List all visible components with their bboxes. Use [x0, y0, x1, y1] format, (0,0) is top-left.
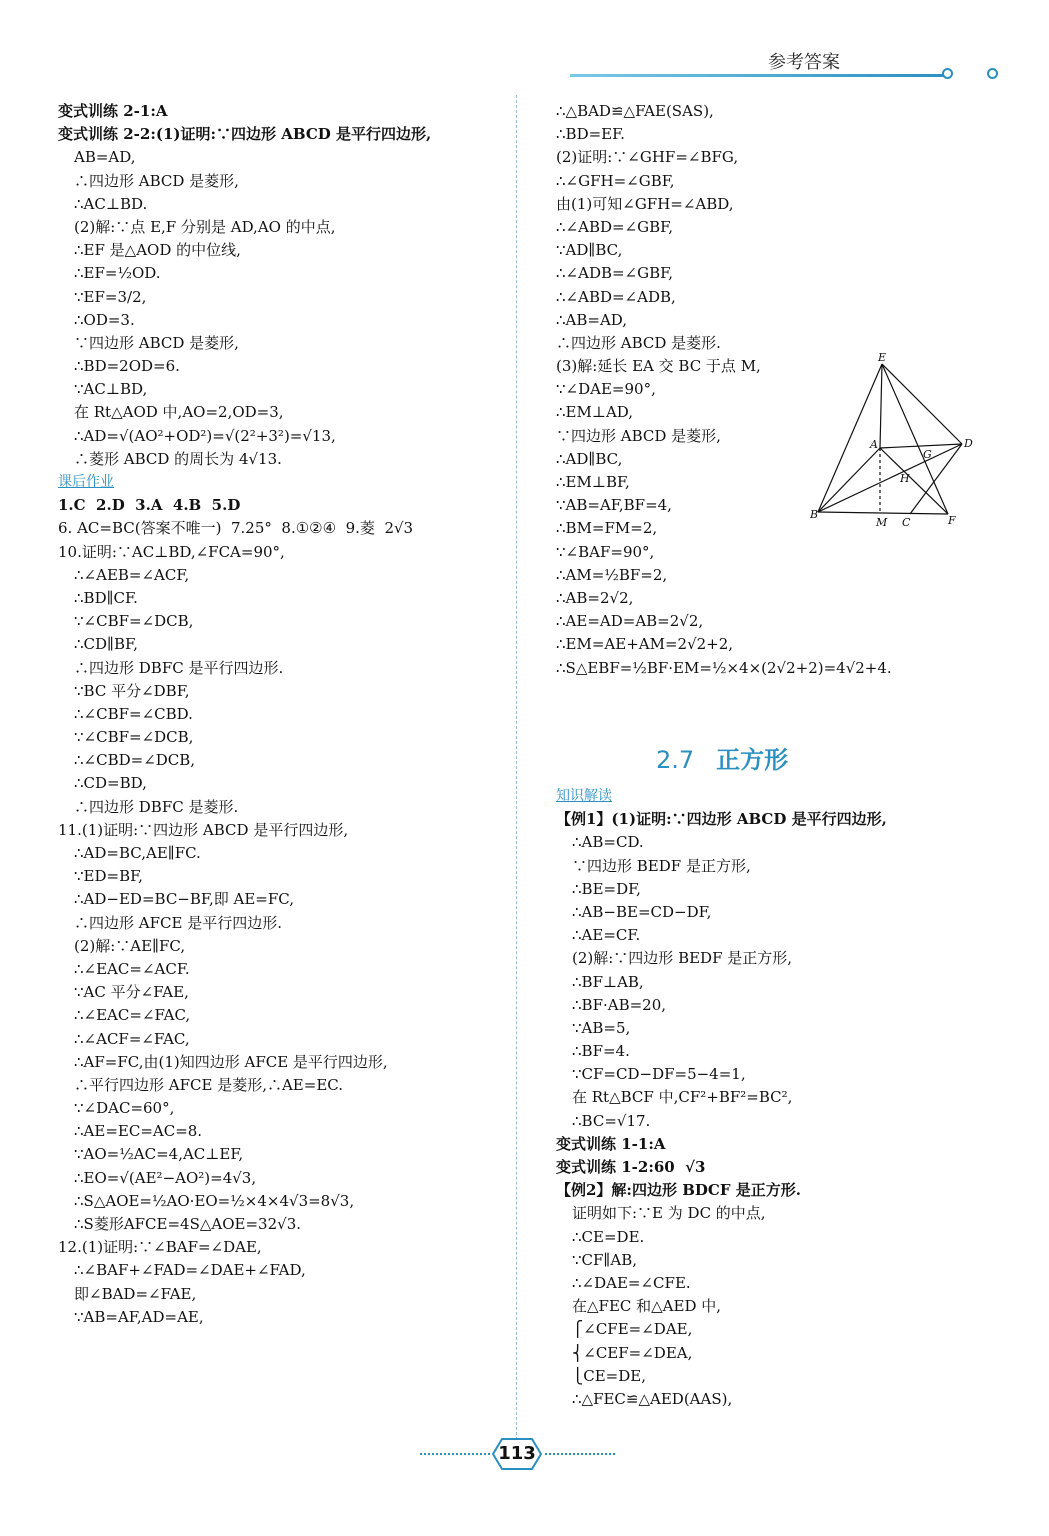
label-A: A: [870, 438, 878, 451]
answer-line: ∴OD=3.: [74, 310, 135, 329]
answer-line: 变式训练 2-1:A: [58, 102, 168, 120]
label-F: F: [948, 514, 956, 527]
answer-line: ∴EF=½OD.: [74, 264, 161, 283]
label-G: G: [923, 448, 932, 461]
answer-line: ∴∠EAC=∠FAC,: [74, 1006, 191, 1025]
answer-line: ∴EM⊥BF,: [556, 473, 630, 491]
answer-line: ∴∠CBF=∠CBD.: [74, 704, 193, 723]
answer-line: ∴AC⊥BD.: [74, 194, 148, 213]
left-column: [58, 100, 498, 1329]
answer-line: ∴AB=CD.: [572, 833, 644, 852]
answer-line: (2)解:∵AE∥FC,: [74, 936, 186, 955]
answer-line: ∴四边形 AFCE 是平行四边形.: [74, 913, 282, 932]
answer-line: ∴BF⊥AB,: [572, 972, 644, 991]
page-number: 113: [498, 1443, 536, 1464]
answer-line: ∴S△EBF=½BF·EM=½×4×(2√2+2)=4√2+4.: [556, 658, 892, 677]
label-E: E: [878, 352, 887, 364]
answer-line: 11.(1)证明:∵四边形 ABCD 是平行四边形,: [58, 820, 349, 839]
answer-line: ∵四边形 BEDF 是正方形,: [572, 856, 751, 875]
answer-line: ∴EM⊥AD,: [556, 403, 634, 422]
answer-line: ∴∠ADB=∠GBF,: [556, 264, 673, 283]
answer-line: 变式训练 2-2:(1)证明:∵四边形 ABCD 是平行四边形,: [58, 125, 432, 144]
answer-line: ∵四边形 ABCD 是菱形,: [556, 426, 721, 445]
right-column-bottom: [556, 785, 996, 1411]
answer-line: 【例1】(1)证明:∵四边形 ABCD 是平行四边形,: [556, 810, 887, 829]
answer-line: ∴∠ACF=∠FAC,: [74, 1029, 190, 1048]
answer-line: ∵∠DAE=90°,: [556, 380, 656, 399]
answer-line: ∴∠CBD=∠DCB,: [74, 751, 196, 770]
answer-line: (2)证明:∵∠GHF=∠BFG,: [556, 148, 739, 167]
answer-line: ∴AE=EC=AC=8.: [74, 1122, 203, 1141]
answer-line: ∴BM=FM=2,: [556, 519, 658, 538]
answer-line: ⎩CE=DE,: [572, 1366, 646, 1385]
page-dots-right: [545, 1453, 615, 1455]
answer-line: ∴∠DAE=∠CFE.: [572, 1273, 691, 1292]
answer-line: 变式训练 1-1:A: [556, 1134, 666, 1153]
answer-line: ∵BC 平分∠DBF,: [74, 681, 190, 700]
answer-line: ∵∠BAF=90°,: [556, 542, 655, 561]
answer-line: ∴S△AOE=½AO·EO=½×4×4√3=8√3,: [74, 1191, 355, 1210]
section-name: 正方形: [716, 746, 789, 774]
answer-line: ⎨∠CEF=∠DEA,: [572, 1343, 693, 1362]
answer-line: ∵AB=5,: [572, 1018, 631, 1037]
answer-line: ∴AB=AD,: [556, 310, 628, 329]
answer-line: 6. AC=BC(答案不唯一) 7.25° 8.①②④ 9.菱 2√3: [58, 519, 414, 538]
answer-line: 【例2】解:四边形 BDCF 是正方形.: [556, 1181, 801, 1200]
answer-line: ∴BC=√17.: [572, 1111, 651, 1130]
answer-line: 由(1)可知∠GFH=∠ABD,: [556, 194, 734, 213]
answer-line: ∴CE=DE.: [572, 1227, 645, 1246]
answer-line: ∴∠GFH=∠GBF,: [556, 171, 675, 190]
header-dot: [942, 68, 953, 79]
answer-line: ∴BD=EF.: [556, 125, 625, 144]
answer-line: ∴∠ABD=∠GBF,: [556, 217, 673, 236]
answer-line: ∴BF·AB=20,: [572, 995, 667, 1014]
answer-line: ∴AE=CF.: [572, 926, 641, 945]
page-dots-left: [420, 1453, 490, 1455]
answer-line: ∴CD∥BF,: [74, 635, 138, 654]
answer-line: ∵CF∥AB,: [572, 1250, 637, 1269]
answer-line: ∵AD∥BC,: [556, 241, 623, 260]
label-C: C: [902, 516, 911, 529]
answer-line: ∵∠CBF=∠DCB,: [74, 728, 194, 747]
answer-line: ∵AC⊥BD,: [74, 380, 148, 399]
answer-line: ∴平行四边形 AFCE 是菱形,∴AE=EC.: [74, 1075, 343, 1094]
answer-line: ∴AB=2√2,: [556, 588, 634, 607]
answer-line: ∴AF=FC,由(1)知四边形 AFCE 是平行四边形,: [74, 1052, 388, 1071]
answer-line: ∴四边形 ABCD 是菱形.: [556, 333, 721, 352]
answer-line: ∵∠DAC=60°,: [74, 1099, 175, 1118]
answer-line: ∴BD=2OD=6.: [74, 357, 180, 376]
answer-line: ∴四边形 DBFC 是平行四边形.: [74, 658, 284, 677]
answer-line: ∵四边形 ABCD 是菱形,: [74, 333, 239, 352]
answer-line: ∵∠CBF=∠DCB,: [74, 612, 194, 631]
answer-line: (3)解:延长 EA 交 BC 于点 M,: [556, 357, 761, 376]
answer-line: ∵CF=CD−DF=5−4=1,: [572, 1065, 746, 1084]
label-D: D: [964, 437, 973, 450]
answer-line: 在 Rt△AOD 中,AO=2,OD=3,: [74, 403, 284, 422]
answer-line: 证明如下:∵E 为 DC 的中点,: [572, 1204, 766, 1223]
answer-line: (2)解:∵点 E,F 分别是 AD,AO 的中点,: [74, 217, 336, 236]
answer-line: ∴BD∥CF.: [74, 588, 138, 607]
answer-line: ∴EF 是△AOD 的中位线,: [74, 241, 241, 260]
answer-line: ∴AM=½BF=2,: [556, 565, 668, 584]
answer-line: ∴AD−ED=BC−BF,即 AE=FC,: [74, 890, 294, 909]
answer-line: 即∠BAD=∠FAE,: [74, 1284, 197, 1303]
answer-line: ∴EM=AE+AM=2√2+2,: [556, 635, 734, 654]
answer-line: ⎧∠CFE=∠DAE,: [572, 1320, 693, 1339]
answer-line: AB=AD,: [74, 148, 136, 167]
answer-line: 在 Rt△BCF 中,CF²+BF²=BC²,: [572, 1088, 793, 1107]
answer-line: ∴AD∥BC,: [556, 449, 623, 468]
answer-line: ∴AB−BE=CD−DF,: [572, 902, 712, 921]
answer-line: 变式训练 1-2:60 √3: [556, 1158, 706, 1176]
answer-line: ∵AB=AF,BF=4,: [556, 496, 672, 515]
answer-line: ∴△BAD≌△FAE(SAS),: [556, 102, 714, 120]
answer-line: ∴AD=√(AO²+OD²)=√(2²+3²)=√13,: [74, 426, 336, 445]
answer-line: ∴菱形 ABCD 的周长为 4√13.: [74, 449, 282, 468]
answer-line: ∴四边形 ABCD 是菱形,: [74, 171, 239, 190]
geometry-figure: [810, 352, 980, 532]
answer-line: 12.(1)证明:∵∠BAF=∠DAE,: [58, 1238, 262, 1257]
column-divider: [516, 95, 517, 1440]
label-M: M: [876, 516, 888, 529]
section-title: [656, 740, 788, 775]
answer-line: ∵AO=½AC=4,AC⊥EF,: [74, 1145, 244, 1164]
answer-line: 课后作业: [58, 474, 114, 490]
answer-line: ∴CD=BD,: [74, 774, 147, 793]
answer-line: ∴AD=BC,AE∥FC.: [74, 844, 201, 862]
header-rule: [570, 74, 950, 77]
answer-line: ∴∠AEB=∠ACF,: [74, 565, 190, 584]
answer-line: 10.证明:∵AC⊥BD,∠FCA=90°,: [58, 542, 285, 561]
answer-line: ∵ED=BF,: [74, 867, 143, 886]
answer-line: ∴四边形 DBFC 是菱形.: [74, 797, 239, 816]
answer-line: ∴BE=DF,: [572, 879, 641, 898]
answer-line: ∴AE=AD=AB=2√2,: [556, 612, 704, 631]
answer-line: ∴S菱形AFCE=4S△AOE=32√3.: [74, 1215, 302, 1233]
header-dot: [987, 68, 998, 79]
answer-line: ∴∠BAF+∠FAD=∠DAE+∠FAD,: [74, 1261, 306, 1280]
answer-line: ∴EO=√(AE²−AO²)=4√3,: [74, 1168, 257, 1187]
answer-line: ∴∠ABD=∠ADB,: [556, 287, 676, 306]
answer-line: ∴∠EAC=∠ACF.: [74, 959, 190, 978]
label-B: B: [810, 508, 819, 521]
answer-line: 1.C 2.D 3.A 4.B 5.D: [58, 496, 241, 515]
answer-line: 在△FEC 和△AED 中,: [572, 1297, 722, 1316]
answer-line: ∵AC 平分∠FAE,: [74, 983, 189, 1002]
answer-line: 知识解读: [556, 788, 612, 804]
answer-line: ∴BF=4.: [572, 1042, 630, 1061]
label-H: H: [900, 472, 910, 485]
answer-line: ∵AB=AF,AD=AE,: [74, 1307, 204, 1326]
answer-line: ∵EF=3/2,: [74, 287, 147, 306]
answer-line: (2)解:∵四边形 BEDF 是正方形,: [572, 949, 793, 968]
answer-line: ∴△FEC≌△AED(AAS),: [572, 1389, 733, 1408]
header-title: 参考答案: [768, 52, 840, 73]
section-number: 2.7: [656, 746, 695, 774]
